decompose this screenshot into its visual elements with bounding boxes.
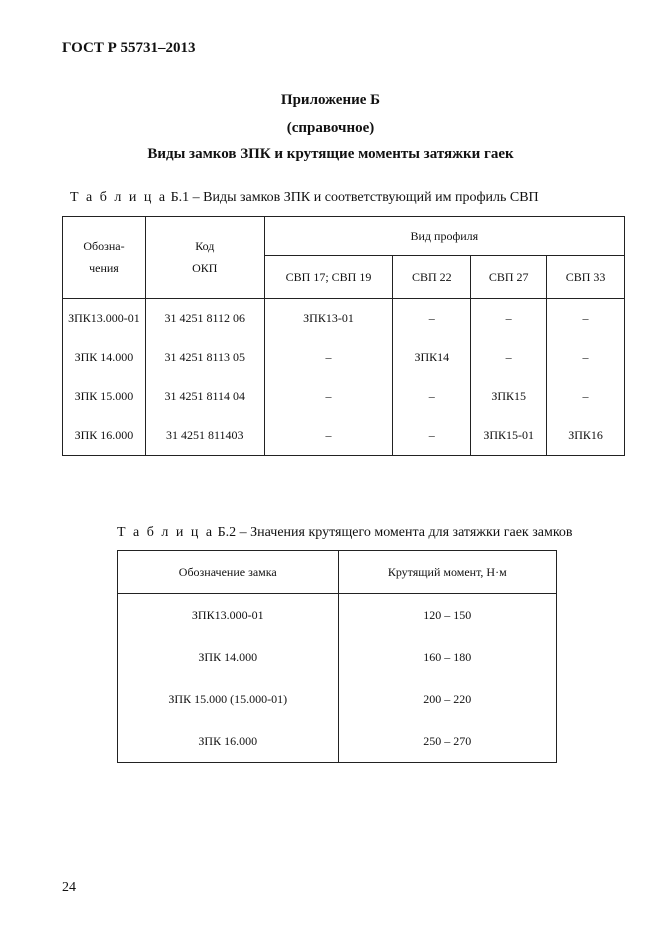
- cell-profile: –: [471, 299, 547, 339]
- cell-profile: –: [264, 377, 393, 416]
- cell-designation: ЗПК13.000-01: [63, 299, 146, 339]
- cell-code: 31 4251 8114 04: [145, 377, 264, 416]
- torque-table: [117, 550, 557, 763]
- cell-lock: ЗПК 16.000: [118, 720, 339, 763]
- cell-profile: –: [547, 377, 625, 416]
- appendix-subtitle: (справочное): [286, 120, 375, 136]
- table-row: [118, 720, 557, 763]
- cell-code: 31 4251 8113 05: [145, 338, 264, 377]
- table1-caption-prefix: Т а б л и ц а: [70, 190, 168, 205]
- cell-lock: ЗПК13.000-01: [118, 594, 339, 637]
- column-header-lock: Обозначение замка: [118, 551, 339, 594]
- cell-profile: ЗПК15: [471, 377, 547, 416]
- cell-profile: –: [393, 416, 471, 456]
- column-header-designation: Обозна- чения: [63, 217, 146, 299]
- column-header-profile: СВП 27: [471, 256, 547, 299]
- table-row: [63, 416, 625, 456]
- table2-caption-prefix: Т а б л и ц а: [117, 525, 215, 540]
- cell-torque: 250 – 270: [338, 720, 556, 763]
- table-row: [63, 338, 625, 377]
- table1-caption: [70, 190, 539, 206]
- appendix-title: Приложение Б: [280, 92, 381, 108]
- page-number: 24: [62, 880, 76, 895]
- column-header-torque: Крутящий момент, Н·м: [338, 551, 556, 594]
- cell-profile: –: [264, 338, 393, 377]
- table-row: [63, 377, 625, 416]
- cell-profile: –: [471, 338, 547, 377]
- table-row: [118, 636, 557, 678]
- table-row: [63, 299, 625, 339]
- cell-torque: 160 – 180: [338, 636, 556, 678]
- cell-profile: –: [547, 338, 625, 377]
- cell-torque: 200 – 220: [338, 678, 556, 720]
- cell-profile: –: [393, 299, 471, 339]
- table1-caption-text: Б.1 – Виды замков ЗПК и соответствующий им профиль СВП: [167, 190, 539, 205]
- cell-profile: –: [264, 416, 393, 456]
- table-row: [118, 678, 557, 720]
- lock-profile-table: [62, 216, 625, 456]
- cell-profile: ЗПК14: [393, 338, 471, 377]
- cell-code: 31 4251 811403: [145, 416, 264, 456]
- cell-lock: ЗПК 15.000 (15.000-01): [118, 678, 339, 720]
- column-header-profile-group: Вид профиля: [264, 217, 624, 256]
- column-header-profile: СВП 22: [393, 256, 471, 299]
- cell-profile: –: [393, 377, 471, 416]
- cell-code: 31 4251 8112 06: [145, 299, 264, 339]
- cell-designation: ЗПК 16.000: [63, 416, 146, 456]
- cell-lock: ЗПК 14.000: [118, 636, 339, 678]
- cell-profile: ЗПК13-01: [264, 299, 393, 339]
- document-header: ГОСТ Р 55731–2013: [62, 40, 196, 56]
- cell-profile: ЗПК16: [547, 416, 625, 456]
- cell-designation: ЗПК 14.000: [63, 338, 146, 377]
- cell-profile: ЗПК15-01: [471, 416, 547, 456]
- cell-torque: 120 – 150: [338, 594, 556, 637]
- column-header-code: Код ОКП: [145, 217, 264, 299]
- table-row: [118, 594, 557, 637]
- cell-designation: ЗПК 15.000: [63, 377, 146, 416]
- cell-profile: –: [547, 299, 625, 339]
- column-header-profile: СВП 33: [547, 256, 625, 299]
- appendix-heading: Виды замков ЗПК и крутящие моменты затяжки гаек: [147, 146, 514, 162]
- table2-caption: [117, 525, 573, 541]
- column-header-profile: СВП 17; СВП 19: [264, 256, 393, 299]
- table2-caption-text: Б.2 – Значения крутящего момента для затяжки гаек замков: [214, 525, 573, 540]
